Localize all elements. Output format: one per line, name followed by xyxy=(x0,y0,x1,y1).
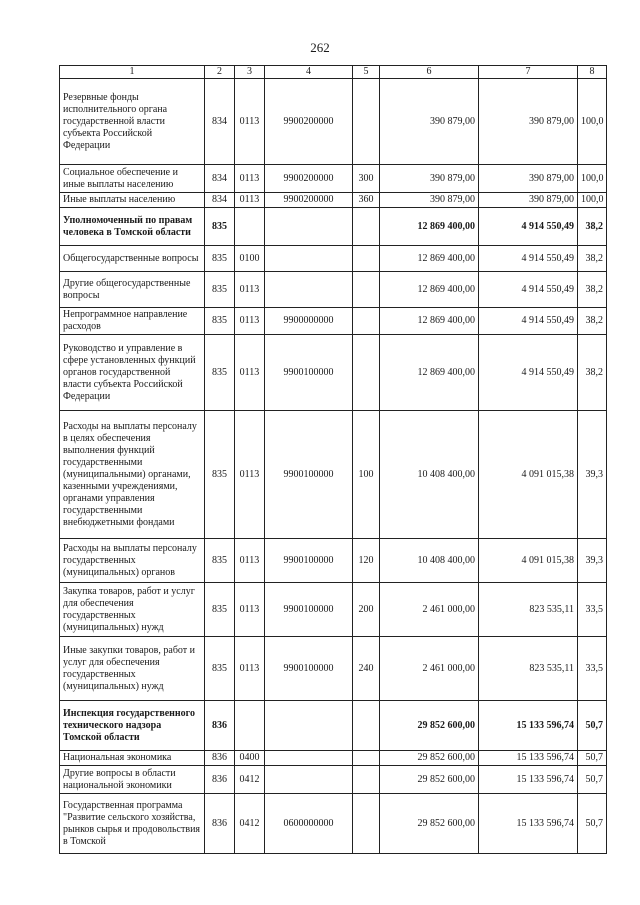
row-name-cell: Непрограммное направление расходов xyxy=(60,308,205,335)
table-row xyxy=(60,246,607,272)
actual-amount-cell: 390 879,00 xyxy=(479,193,578,208)
column-header: 8 xyxy=(578,66,607,79)
table-row xyxy=(60,751,607,766)
table-row xyxy=(60,583,607,637)
section-code-cell: 835 xyxy=(205,335,235,411)
percent-cell: 38,2 xyxy=(578,308,607,335)
target-article-cell xyxy=(265,751,353,766)
plan-amount-cell: 390 879,00 xyxy=(380,193,479,208)
actual-amount-cell: 823 535,11 xyxy=(479,583,578,637)
budget-table xyxy=(59,65,607,854)
column-header: 5 xyxy=(353,66,380,79)
plan-amount-cell: 12 869 400,00 xyxy=(380,208,479,246)
target-article-cell xyxy=(265,766,353,794)
target-article-cell: 9900200000 xyxy=(265,193,353,208)
expense-type-cell: 120 xyxy=(353,539,380,583)
actual-amount-cell: 15 133 596,74 xyxy=(479,766,578,794)
section-code-cell: 836 xyxy=(205,751,235,766)
expense-type-cell xyxy=(353,208,380,246)
target-article-cell: 9900000000 xyxy=(265,308,353,335)
target-article-cell xyxy=(265,701,353,751)
section-code-cell: 835 xyxy=(205,272,235,308)
table-row xyxy=(60,766,607,794)
subsection-code-cell: 0113 xyxy=(235,637,265,701)
section-code-cell: 835 xyxy=(205,637,235,701)
section-code-cell: 835 xyxy=(205,539,235,583)
subsection-code-cell: 0113 xyxy=(235,583,265,637)
section-code-cell: 835 xyxy=(205,583,235,637)
section-code-cell: 835 xyxy=(205,411,235,539)
table-row xyxy=(60,193,607,208)
row-name-cell: Иные выплаты населению xyxy=(60,193,205,208)
target-article-cell: 9900100000 xyxy=(265,637,353,701)
row-name-cell: Резервные фонды исполнительного органа государственной власти субъекта Российской Федерации xyxy=(60,79,205,165)
plan-amount-cell: 29 852 600,00 xyxy=(380,794,479,854)
table-row xyxy=(60,701,607,751)
target-article-cell xyxy=(265,246,353,272)
actual-amount-cell: 390 879,00 xyxy=(479,165,578,193)
table-row xyxy=(60,208,607,246)
column-header: 4 xyxy=(265,66,353,79)
actual-amount-cell: 4 914 550,49 xyxy=(479,335,578,411)
subsection-code-cell: 0412 xyxy=(235,766,265,794)
percent-cell: 38,2 xyxy=(578,246,607,272)
row-name-cell: Другие вопросы в области национальной экономики xyxy=(60,766,205,794)
actual-amount-cell: 4 914 550,49 xyxy=(479,246,578,272)
subsection-code-cell: 0100 xyxy=(235,246,265,272)
table-row xyxy=(60,637,607,701)
target-article-cell: 9900200000 xyxy=(265,79,353,165)
subsection-code-cell: 0113 xyxy=(235,539,265,583)
actual-amount-cell: 4 091 015,38 xyxy=(479,411,578,539)
table-body xyxy=(60,79,607,854)
expense-type-cell xyxy=(353,79,380,165)
expense-type-cell: 240 xyxy=(353,637,380,701)
subsection-code-cell xyxy=(235,701,265,751)
subsection-code-cell xyxy=(235,208,265,246)
plan-amount-cell: 10 408 400,00 xyxy=(380,539,479,583)
percent-cell: 100,0 xyxy=(578,165,607,193)
actual-amount-cell: 4 914 550,49 xyxy=(479,308,578,335)
row-name-cell: Уполномоченный по правам человека в Томской области xyxy=(60,208,205,246)
expense-type-cell: 100 xyxy=(353,411,380,539)
expense-type-cell xyxy=(353,751,380,766)
subsection-code-cell: 0113 xyxy=(235,193,265,208)
subsection-code-cell: 0113 xyxy=(235,272,265,308)
percent-cell: 33,5 xyxy=(578,637,607,701)
row-name-cell: Закупка товаров, работ и услуг для обеспечения государственных (муниципальных) нужд xyxy=(60,583,205,637)
expense-type-cell xyxy=(353,794,380,854)
subsection-code-cell: 0113 xyxy=(235,165,265,193)
column-header: 2 xyxy=(205,66,235,79)
percent-cell: 38,2 xyxy=(578,335,607,411)
target-article-cell: 9900100000 xyxy=(265,583,353,637)
column-header: 6 xyxy=(380,66,479,79)
section-code-cell: 835 xyxy=(205,308,235,335)
plan-amount-cell: 12 869 400,00 xyxy=(380,308,479,335)
plan-amount-cell: 12 869 400,00 xyxy=(380,272,479,308)
target-article-cell: 9900100000 xyxy=(265,411,353,539)
actual-amount-cell: 15 133 596,74 xyxy=(479,794,578,854)
target-article-cell: 9900100000 xyxy=(265,539,353,583)
plan-amount-cell: 2 461 000,00 xyxy=(380,637,479,701)
expense-type-cell: 360 xyxy=(353,193,380,208)
percent-cell: 38,2 xyxy=(578,208,607,246)
percent-cell: 50,7 xyxy=(578,766,607,794)
expense-type-cell: 200 xyxy=(353,583,380,637)
table-row xyxy=(60,411,607,539)
section-code-cell: 836 xyxy=(205,701,235,751)
plan-amount-cell: 390 879,00 xyxy=(380,165,479,193)
section-code-cell: 834 xyxy=(205,165,235,193)
table-row xyxy=(60,165,607,193)
target-article-cell: 0600000000 xyxy=(265,794,353,854)
table-row xyxy=(60,79,607,165)
row-name-cell: Социальное обеспечение и иные выплаты населению xyxy=(60,165,205,193)
section-code-cell: 834 xyxy=(205,79,235,165)
actual-amount-cell: 4 914 550,49 xyxy=(479,208,578,246)
expense-type-cell xyxy=(353,272,380,308)
subsection-code-cell: 0113 xyxy=(235,335,265,411)
actual-amount-cell: 15 133 596,74 xyxy=(479,701,578,751)
column-header: 3 xyxy=(235,66,265,79)
actual-amount-cell: 4 914 550,49 xyxy=(479,272,578,308)
target-article-cell xyxy=(265,272,353,308)
subsection-code-cell: 0400 xyxy=(235,751,265,766)
percent-cell: 50,7 xyxy=(578,751,607,766)
expense-type-cell xyxy=(353,308,380,335)
percent-cell: 50,7 xyxy=(578,794,607,854)
plan-amount-cell: 29 852 600,00 xyxy=(380,701,479,751)
row-name-cell: Иные закупки товаров, работ и услуг для обеспечения государственных (муниципальных) нужд xyxy=(60,637,205,701)
section-code-cell: 836 xyxy=(205,766,235,794)
section-code-cell: 835 xyxy=(205,208,235,246)
plan-amount-cell: 10 408 400,00 xyxy=(380,411,479,539)
section-code-cell: 836 xyxy=(205,794,235,854)
table-row xyxy=(60,335,607,411)
percent-cell: 39,3 xyxy=(578,539,607,583)
actual-amount-cell: 823 535,11 xyxy=(479,637,578,701)
plan-amount-cell: 2 461 000,00 xyxy=(380,583,479,637)
subsection-code-cell: 0113 xyxy=(235,308,265,335)
table-row xyxy=(60,794,607,854)
expense-type-cell xyxy=(353,335,380,411)
row-name-cell: Руководство и управление в сфере установленных функций органов государственной власти субъекта Российской Федерации xyxy=(60,335,205,411)
target-article-cell xyxy=(265,208,353,246)
row-name-cell: Государственная программа "Развитие сельского хозяйства, рынков сырья и продовольствия в Томской xyxy=(60,794,205,854)
actual-amount-cell: 390 879,00 xyxy=(479,79,578,165)
row-name-cell: Инспекция государственного технического надзора Томской области xyxy=(60,701,205,751)
table-row xyxy=(60,539,607,583)
row-name-cell: Другие общегосударственные вопросы xyxy=(60,272,205,308)
section-code-cell: 834 xyxy=(205,193,235,208)
row-name-cell: Национальная экономика xyxy=(60,751,205,766)
row-name-cell: Расходы на выплаты персоналу в целях обеспечения выполнения функций государственными (муниципальными) органами, казенными учреждениями, органами управления государственными внебюджетными фондами xyxy=(60,411,205,539)
section-code-cell: 835 xyxy=(205,246,235,272)
actual-amount-cell: 4 091 015,38 xyxy=(479,539,578,583)
row-name-cell: Общегосударственные вопросы xyxy=(60,246,205,272)
expense-type-cell: 300 xyxy=(353,165,380,193)
table-row xyxy=(60,272,607,308)
row-name-cell: Расходы на выплаты персоналу государственных (муниципальных) органов xyxy=(60,539,205,583)
percent-cell: 38,2 xyxy=(578,272,607,308)
plan-amount-cell: 12 869 400,00 xyxy=(380,335,479,411)
column-header: 1 xyxy=(60,66,205,79)
percent-cell: 100,0 xyxy=(578,79,607,165)
expense-type-cell xyxy=(353,766,380,794)
page-number: 262 xyxy=(310,40,330,55)
subsection-code-cell: 0113 xyxy=(235,79,265,165)
subsection-code-cell: 0412 xyxy=(235,794,265,854)
plan-amount-cell: 12 869 400,00 xyxy=(380,246,479,272)
expense-type-cell xyxy=(353,701,380,751)
plan-amount-cell: 29 852 600,00 xyxy=(380,766,479,794)
plan-amount-cell: 390 879,00 xyxy=(380,79,479,165)
subsection-code-cell: 0113 xyxy=(235,411,265,539)
table-row xyxy=(60,308,607,335)
target-article-cell: 9900100000 xyxy=(265,335,353,411)
actual-amount-cell: 15 133 596,74 xyxy=(479,751,578,766)
target-article-cell: 9900200000 xyxy=(265,165,353,193)
header-row xyxy=(60,66,607,79)
percent-cell: 100,0 xyxy=(578,193,607,208)
percent-cell: 39,3 xyxy=(578,411,607,539)
plan-amount-cell: 29 852 600,00 xyxy=(380,751,479,766)
expense-type-cell xyxy=(353,246,380,272)
percent-cell: 33,5 xyxy=(578,583,607,637)
column-header: 7 xyxy=(479,66,578,79)
percent-cell: 50,7 xyxy=(578,701,607,751)
